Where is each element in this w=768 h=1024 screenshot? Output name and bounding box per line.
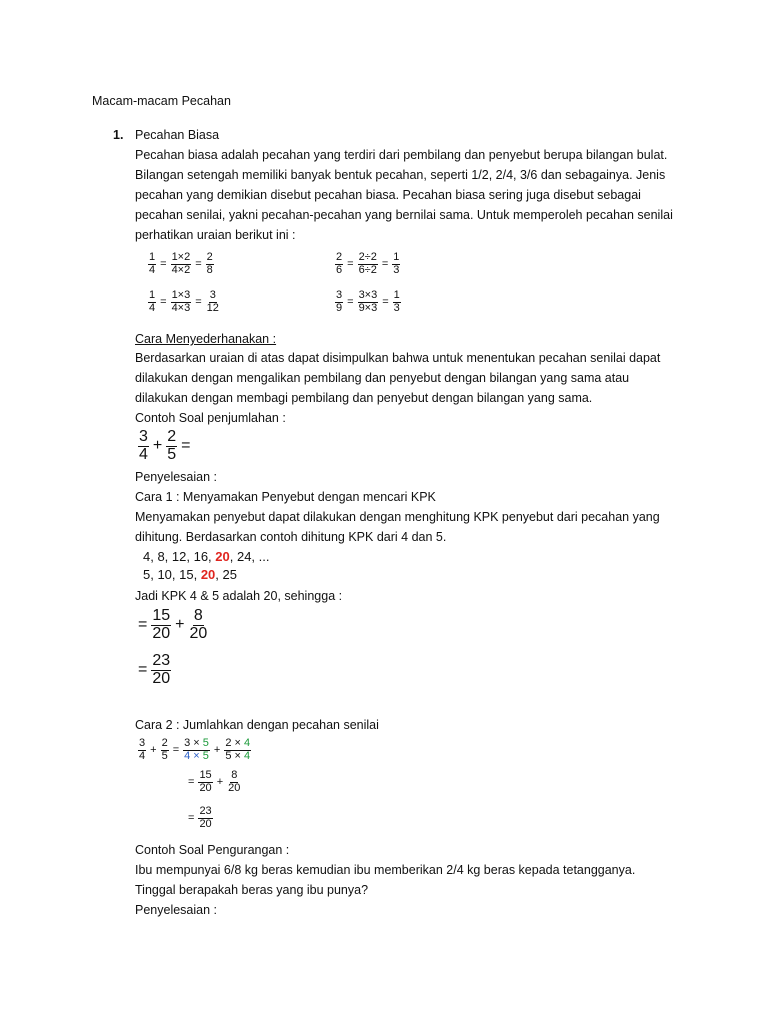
denominator: 4×3 — [171, 301, 191, 314]
numerator: 3 — [139, 737, 146, 749]
kpk-highlight: 20 — [200, 567, 216, 582]
equation-way2-2 — [188, 770, 241, 794]
page-title: Macam-macam Pecahan — [92, 94, 231, 108]
numerator: 15 — [152, 607, 171, 624]
equation-kpk-2 — [138, 653, 171, 688]
paragraph-line: Berdasarkan uraian di atas dapat disimpulkan bahwa untuk menentukan pecahan senilai dapat — [135, 351, 661, 365]
numerator: 2 — [167, 428, 177, 445]
denominator: 20 — [189, 624, 208, 642]
example-sub-label: Contoh Soal Pengurangan : — [135, 843, 290, 857]
multiples-of-5 — [143, 567, 237, 582]
numerator: 15 — [199, 769, 212, 781]
plus-sign: + — [175, 616, 185, 634]
denominator: 3 — [393, 301, 400, 314]
solution-label: Penyelesaian : — [135, 470, 218, 484]
numerator: 1 — [393, 251, 400, 263]
numerator-factor: 5 — [202, 737, 209, 749]
denominator: 20 — [152, 669, 171, 687]
denominator-part: 4 × — [184, 749, 203, 762]
numerator: 1×3 — [171, 289, 191, 301]
numerator: 2 — [336, 251, 343, 263]
denominator-part: 5 × — [225, 749, 244, 762]
numerator: 1 — [149, 251, 156, 263]
equation-equivalent-c: $\frac{1}{4}$ = $\frac{1\times 3}{4\times 3}$ = $\frac{3}{12}$ — [149, 289, 219, 314]
plus-sign: + — [150, 744, 157, 757]
example-add-label: Contoh Soal penjumlahan : — [135, 411, 286, 425]
equation-way2-3 — [188, 806, 213, 830]
equation-equivalent-b: $\frac{2}{6}$ = $\frac{2\div 2}{6\div 2}$ = $\frac{1}{3}$ — [336, 251, 400, 276]
paragraph-line: dilakukan dengan mengalikan pembilang dan penyebut dengan bilangan yang sama atau — [135, 371, 630, 385]
multiples-pre: 5, 10, 15, — [143, 567, 201, 582]
denominator: 20 — [152, 624, 171, 642]
multiples-of-4 — [143, 549, 270, 564]
paragraph-line: pecahan yang demikian disebut pecahan biasa. Pecahan biasa sering juga disebut sebagai — [135, 188, 641, 202]
paragraph-line: Tinggal berapakah beras yang ibu punya? — [135, 883, 369, 897]
way1-heading: Cara 1 : Menyamakan Penyebut dengan mencari KPK — [135, 490, 436, 504]
paragraph-line: Bilangan setengah memiliki banyak bentuk pecahan, seperti 1/2, 2/4, 3/6 dan sebagainya. Jenis — [135, 168, 666, 182]
numerator: 2÷2 — [358, 251, 377, 263]
denominator: 20 — [228, 781, 241, 794]
equals-sign: = — [181, 437, 191, 455]
equation-example-add — [138, 429, 195, 464]
paragraph-line: dilakukan dengan membagi pembilang dan penyebut dengan bilangan yang sama. — [135, 391, 593, 405]
equals-sign: = — [188, 776, 195, 789]
plus-sign: + — [152, 437, 163, 455]
paragraph-line: Menyamakan penyebut dapat dilakukan dengan menghitung KPK penyebut dari pecahan yang — [135, 510, 660, 524]
numerator: 1 — [149, 289, 156, 301]
numerator-part: 2 × — [225, 737, 244, 749]
numerator: 2 — [206, 251, 213, 263]
numerator: 3×3 — [358, 289, 378, 301]
section-heading: Pecahan Biasa — [135, 128, 220, 142]
equals-sign: = — [188, 812, 195, 825]
equals-sign: = — [138, 661, 148, 679]
paragraph-line: dihitung. Berdasarkan contoh dihitung KPK dari 4 dan 5. — [135, 530, 447, 544]
kpk-text: Jadi KPK 4 & 5 adalah 20, sehingga : — [135, 589, 343, 603]
plus-sign: + — [213, 744, 221, 757]
denominator-factor: 5 — [202, 749, 209, 762]
denominator: 20 — [199, 781, 212, 794]
denominator: 4×2 — [171, 263, 191, 276]
equation-way2-1 — [138, 738, 251, 762]
denominator: 9 — [336, 301, 343, 314]
denominator: 6 — [336, 263, 343, 276]
denominator: 8 — [206, 263, 213, 276]
paragraph-line: perhatikan uraian berikut ini : — [135, 228, 296, 242]
equation-equivalent-d: $\frac{3}{9}$ = $\frac{3\times 3}{9\times 3}$ = $\frac{1}{3}$ — [336, 289, 400, 314]
denominator: 4 — [139, 445, 148, 463]
equals-sign: = — [172, 744, 180, 757]
numerator: 23 — [199, 805, 212, 817]
denominator: 12 — [206, 301, 219, 314]
denominator: 9×3 — [358, 301, 378, 314]
equation-kpk-1 — [138, 608, 208, 643]
numerator: 8 — [193, 607, 203, 624]
denominator: 4 — [139, 749, 146, 762]
plus-sign: + — [216, 776, 224, 789]
denominator-factor: 4 — [244, 749, 251, 762]
simplify-heading: Cara Menyederhanakan : — [135, 332, 277, 346]
numerator-part: 3 × — [184, 737, 203, 749]
paragraph-line: Ibu mempunyai 6/8 kg beras kemudian ibu memberikan 2/4 kg beras kepada tetangganya. — [135, 863, 636, 877]
denominator: 4 — [149, 263, 156, 276]
numerator: 2 — [161, 737, 168, 749]
kpk-highlight: 20 — [215, 549, 230, 564]
equation-equivalent-a: $\frac{1}{4}$ = $\frac{1\times 2}{4\times 2}$ = $\frac{2}{8}$ — [149, 251, 213, 276]
numerator: 1×2 — [171, 251, 191, 263]
way2-heading: Cara 2 : Jumlahkan dengan pecahan senilai — [135, 718, 379, 732]
denominator: 5 — [161, 749, 168, 762]
multiples-post: , 25 — [215, 567, 237, 582]
numerator: 3 — [209, 289, 216, 301]
numerator: 1 — [393, 289, 400, 301]
paragraph-line: Pecahan biasa adalah pecahan yang terdiri dari pembilang dan penyebut berupa bilangan bulat. — [135, 148, 668, 162]
denominator: 3 — [393, 263, 400, 276]
denominator: 5 — [167, 445, 177, 463]
paragraph-line: pecahan senilai, yakni pecahan-pecahan yang bernilai sama. Untuk memperoleh pecahan senilai — [135, 208, 673, 222]
numerator: 3 — [139, 428, 148, 445]
numerator: 8 — [231, 769, 238, 781]
solution-label: Penyelesaian : — [135, 903, 218, 917]
multiples-post: , 24, ... — [229, 549, 270, 564]
numerator: 3 — [336, 289, 343, 301]
denominator: 20 — [199, 817, 212, 830]
denominator: 6÷2 — [358, 263, 377, 276]
multiples-pre: 4, 8, 12, 16, — [143, 549, 216, 564]
numerator: 23 — [152, 652, 171, 669]
section-number: 1. — [113, 128, 124, 142]
denominator: 4 — [149, 301, 156, 314]
equals-sign: = — [138, 616, 148, 634]
numerator-factor: 4 — [244, 737, 251, 749]
